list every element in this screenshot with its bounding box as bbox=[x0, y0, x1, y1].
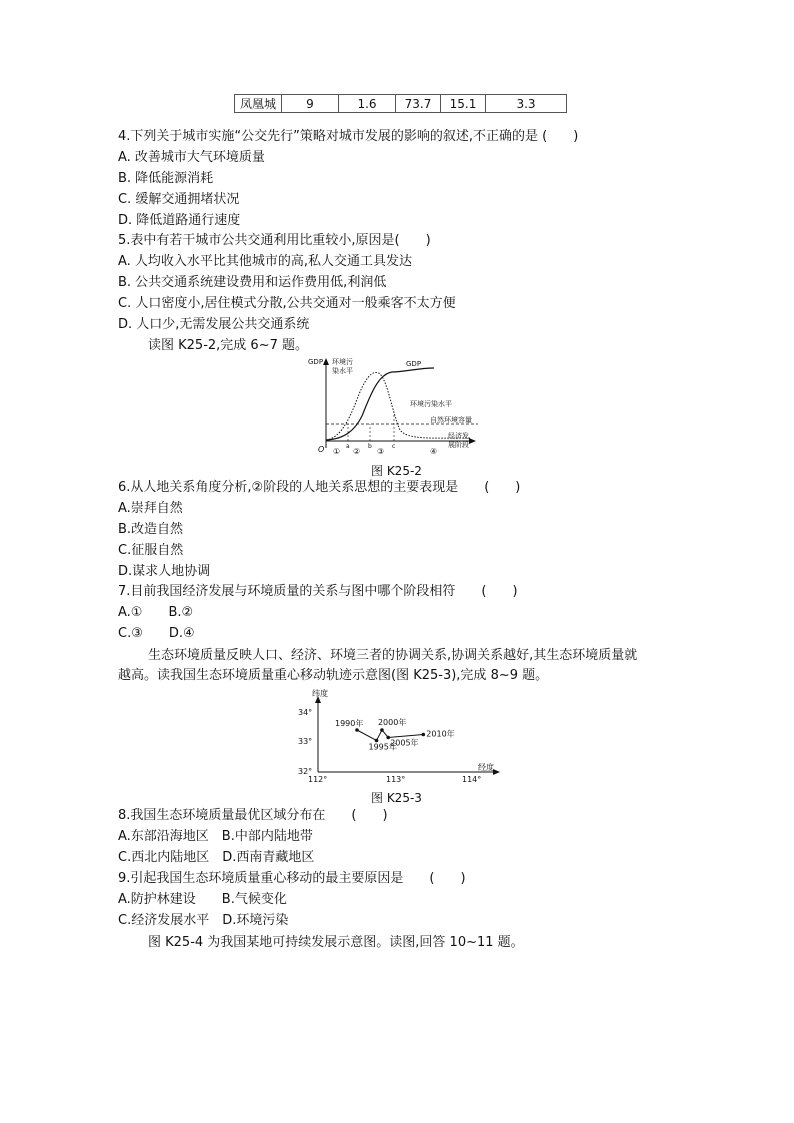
table-cell: 73.7 bbox=[396, 95, 441, 113]
y-label-gdp: GDP bbox=[308, 358, 324, 366]
question-5-option-d: D. 人口少,无需发展公共交通系统 bbox=[118, 317, 310, 332]
question-9-options-ab: A.防护林建设 B.气候变化 bbox=[118, 892, 287, 907]
y-tick-34: 34° bbox=[298, 708, 313, 717]
table-cell: 9 bbox=[282, 95, 339, 113]
table-row bbox=[235, 95, 567, 113]
question-6-option-a: A.崇拜自然 bbox=[118, 501, 183, 516]
trajectory-point-label: 1990年 bbox=[335, 719, 364, 728]
question-7-options-ab: A.① B.② bbox=[118, 605, 194, 620]
x-label-2: 展阶段 bbox=[448, 441, 469, 449]
intro-8-9-line-1: 生态环境质量反映人口、经济、环境三者的协调关系,协调关系越好,其生态环境质量就 bbox=[148, 648, 638, 663]
question-7-options-cd: C.③ D.④ bbox=[118, 626, 195, 641]
gdp-curve-label: GDP bbox=[406, 360, 422, 368]
x-tick-112: 112° bbox=[308, 775, 328, 784]
intro-8-9-line-2: 越高。读我国生态环境质量重心移动轨迹示意图(图 K25-3),完成 8~9 题。 bbox=[118, 668, 549, 683]
capacity-label: 自然环境容量 bbox=[430, 416, 472, 424]
question-4-option-b: B. 降低能源消耗 bbox=[118, 171, 214, 186]
stage-1-label: ① bbox=[333, 447, 341, 456]
question-9-stem: 9.引起我国生态环境质量重心移动的最主要原因是 ( ) bbox=[118, 871, 466, 886]
x-axis-arrow bbox=[469, 438, 476, 444]
trajectory-point-label: 2000年 bbox=[377, 718, 407, 727]
question-5-option-c: C. 人口密度小,居住模式分散,公共交通对一般乘客不太方便 bbox=[118, 296, 456, 311]
question-6-option-b: B.改造自然 bbox=[118, 522, 184, 537]
figure-k25-3 bbox=[290, 686, 510, 786]
city-data-table bbox=[234, 94, 567, 113]
trajectory-points bbox=[335, 717, 455, 752]
question-8-options-cd: C.西北内陆地区 D.西南青藏地区 bbox=[118, 850, 315, 865]
y-label-pollution-2: 染水平 bbox=[332, 367, 353, 375]
x-axis-arrow bbox=[493, 769, 500, 775]
table-cell: 15.1 bbox=[441, 95, 486, 113]
stage-4-label: ④ bbox=[430, 447, 438, 456]
y-tick-33: 33° bbox=[298, 737, 313, 746]
x-tick-114: 114° bbox=[462, 775, 482, 784]
question-6-option-c: C.征服自然 bbox=[118, 543, 184, 558]
question-8-options-ab: A.东部沿海地区 B.中部内陆地带 bbox=[118, 829, 313, 844]
question-4-option-a: A. 改善城市大气环境质量 bbox=[118, 150, 265, 165]
table-cell: 3.3 bbox=[486, 95, 567, 113]
trajectory-point bbox=[380, 728, 384, 732]
point-b-label: b bbox=[368, 443, 372, 450]
trajectory-point-label: 2005年 bbox=[390, 738, 419, 748]
x-label-1: 经济发 bbox=[448, 432, 469, 440]
table-cell-city: 凤凰城 bbox=[235, 95, 282, 113]
y-axis-title: 纬度 bbox=[312, 689, 328, 698]
question-8-stem: 8.我国生态环境质量最优区域分布在 ( ) bbox=[118, 808, 388, 823]
intro-10-11: 图 K25-4 为我国某地可持续发展示意图。读图,回答 10~11 题。 bbox=[148, 935, 524, 950]
figure-k25-3-caption: 图 K25-3 bbox=[371, 791, 422, 805]
figure-k25-2 bbox=[300, 352, 500, 462]
stage-3-label: ③ bbox=[377, 447, 385, 456]
question-4-stem: 4.下列关于城市实施“公交先行”策略对城市发展的影响的叙述,不正确的是 ( ) bbox=[118, 129, 579, 144]
y-label-pollution-1: 环境污 bbox=[332, 358, 353, 366]
trajectory-point-label: 2010年 bbox=[426, 729, 455, 739]
x-axis-title: 经度 bbox=[478, 763, 494, 772]
question-5-option-b: B. 公共交通系统建设费用和运作费用低,利润低 bbox=[118, 275, 387, 290]
trajectory-point bbox=[422, 733, 426, 737]
origin-label: O bbox=[318, 445, 325, 454]
trajectory-point bbox=[355, 728, 359, 732]
point-c-label: c bbox=[392, 443, 396, 450]
figure-k25-2-caption: 图 K25-2 bbox=[371, 464, 422, 478]
y-tick-32: 32° bbox=[298, 767, 313, 776]
question-4-option-d: D. 降低道路通行速度 bbox=[118, 213, 241, 228]
question-5-option-a: A. 人均收入水平比其他城市的高,私人交通工具发达 bbox=[118, 254, 413, 269]
question-9-options-cd: C.经济发展水平 D.环境污染 bbox=[118, 913, 289, 928]
trajectory-point-label: 1995年 bbox=[368, 742, 397, 752]
question-6-option-d: D.谋求人地协调 bbox=[118, 564, 211, 579]
x-tick-113: 113° bbox=[386, 775, 406, 784]
pollution-curve-label: 环境污染水平 bbox=[410, 400, 452, 408]
stage-2-label: ② bbox=[353, 447, 361, 456]
question-5-stem: 5.表中有若干城市公共交通利用比重较小,原因是( ) bbox=[118, 233, 431, 248]
question-6-stem: 6.从人地关系角度分析,②阶段的人地关系思想的主要表现是 ( ) bbox=[118, 480, 521, 495]
table-cell: 1.6 bbox=[339, 95, 396, 113]
intro-6-7: 读图 K25-2,完成 6~7 题。 bbox=[148, 338, 308, 353]
question-7-stem: 7.目前我国经济发展与环境质量的关系与图中哪个阶段相符 ( ) bbox=[118, 584, 518, 599]
y-axis-arrow bbox=[323, 358, 329, 365]
question-4-option-c: C. 缓解交通拥堵状况 bbox=[118, 192, 240, 207]
point-a-label: a bbox=[346, 443, 350, 450]
